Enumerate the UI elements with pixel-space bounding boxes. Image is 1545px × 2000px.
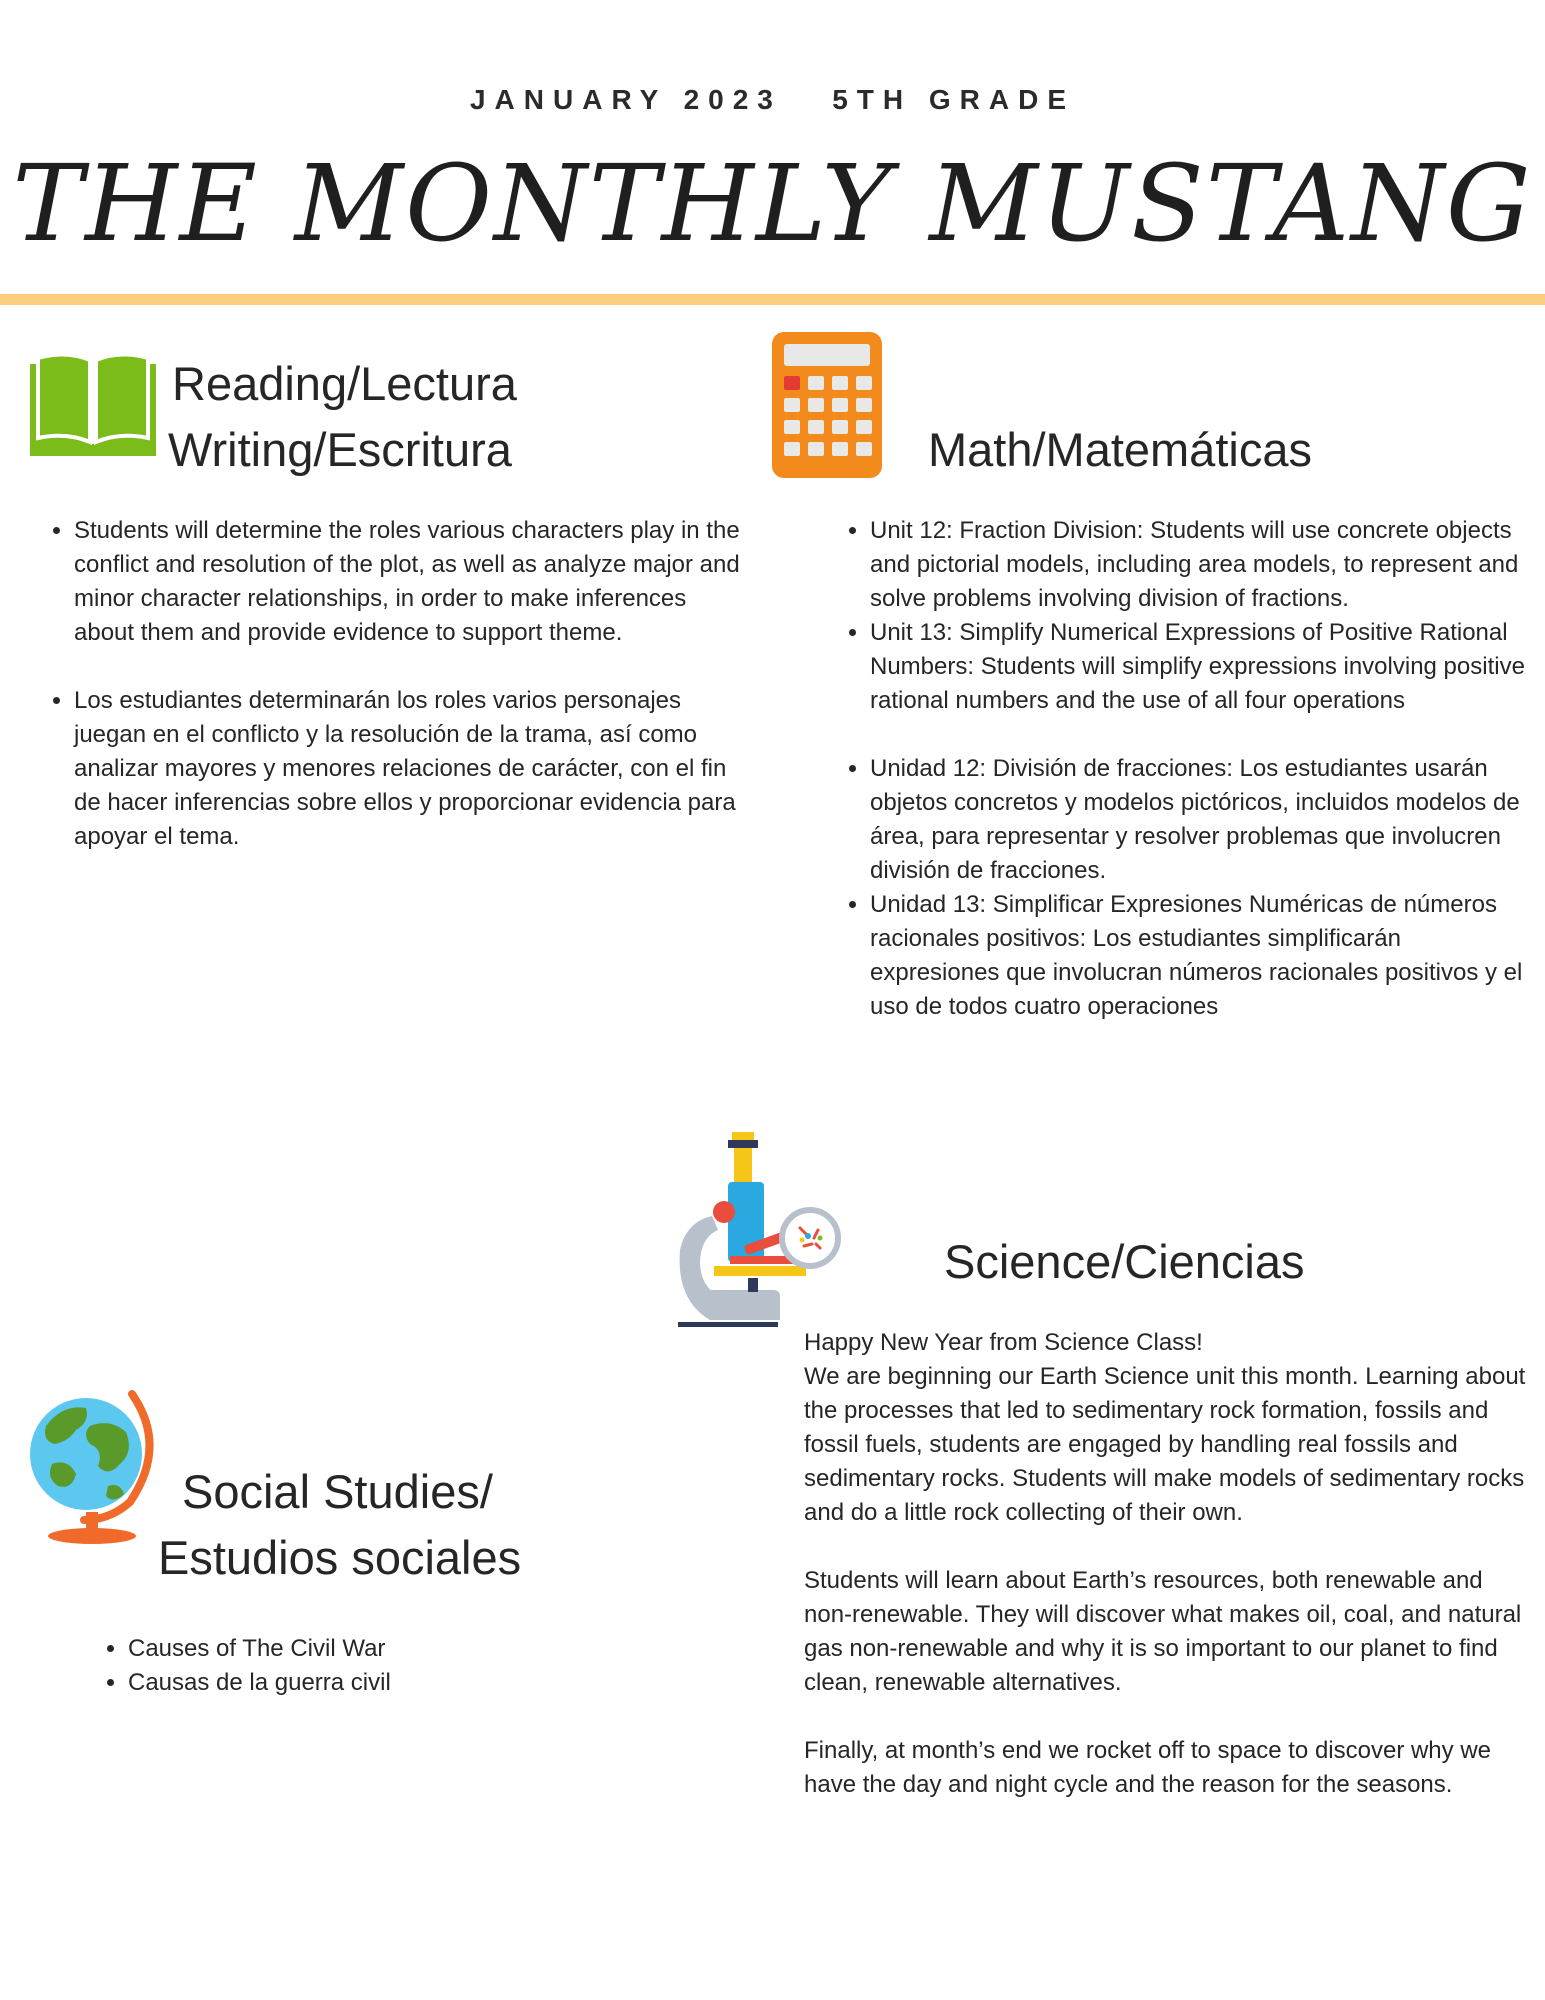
science-paragraph: Finally, at month’s end we rocket off to space to discover why we have the day and night cycle and the reason for the seasons.	[804, 1737, 1491, 1798]
list-item: • Los estudiantes determinarán los roles varios personajes juegan en el conflicto y la resolución de la trama, así como analizar mayores y menores relaciones de carácter, con el fin de hacer inferencias sobre ellos y proporcionar evidencia para apoyar el tema.	[74, 684, 750, 854]
math-heading: Math/Matemáticas	[928, 423, 1312, 476]
science-paragraph: Students will learn about Earth’s resources, both renewable and non-renewable. They will discover what makes oil, coal, and natural gas non-renewable and why it is so important to our planet to find clean, renewable alternatives.	[804, 1567, 1522, 1696]
math-list	[826, 514, 1526, 1024]
reading-heading-line2: Writing/Escritura	[168, 423, 512, 476]
calculator-icon	[770, 330, 884, 480]
reading-heading-line1: Reading/Lectura	[172, 357, 517, 410]
social-list	[84, 1632, 684, 1700]
list-item: • Unit 13: Simplify Numerical Expressions of Positive Rational Numbers: Students will simplify expressions involving positive rational numbers and the use of all four operations	[870, 616, 1526, 718]
social-heading-line1: Social Studies/	[182, 1465, 493, 1518]
microscope-icon	[670, 1130, 850, 1330]
science-greeting: Happy New Year from Science Class!	[804, 1329, 1203, 1356]
list-item: • Unidad 12: División de fracciones: Los estudiantes usarán objetos concretos y modelos pictóricos, incluidos modelos de área, para representar y resolver problemas que involucren división de fracciones.	[870, 752, 1526, 888]
list-item: • Unidad 13: Simplificar Expresiones Numéricas de números racionales positivos: Los estudiantes simplificarán expresiones que involucran números racionales positivos y el uso de todos cuatro operaciones	[870, 888, 1526, 1024]
list-item: • Causes of The Civil War	[128, 1632, 684, 1666]
list-item: • Unit 12: Fraction Division: Students will use concrete objects and pictorial models, including area models, to represent and solve problems involving division of fractions.	[870, 514, 1526, 616]
science-heading: Science/Ciencias	[944, 1235, 1305, 1288]
social-heading-line2: Estudios sociales	[158, 1531, 522, 1584]
reading-list	[30, 514, 750, 854]
accent-divider	[0, 294, 1545, 305]
newsletter-title: THE MONTHLY MUSTANG	[12, 142, 1533, 265]
issue-kicker: JANUARY 2023 5TH GRADE	[469, 84, 1075, 115]
list-item: • Students will determine the roles various characters play in the conflict and resolution of the plot, as well as analyze major and minor character relationships, in order to make inferences about them and provide evidence to support theme.	[74, 514, 750, 650]
science-body	[804, 1326, 1526, 1802]
open-book-icon	[28, 350, 158, 460]
science-paragraph: We are beginning our Earth Science unit this month. Learning about the processes that led to sedimentary rock formation, fossils and fossil fuels, students are engaged by handling real fossils and sedimentary rocks. Students will make models of sedimentary rocks and do a little rock collecting of their own.	[804, 1363, 1526, 1526]
list-item: • Causas de la guerra civil	[128, 1666, 684, 1700]
globe-icon	[28, 1386, 158, 1546]
